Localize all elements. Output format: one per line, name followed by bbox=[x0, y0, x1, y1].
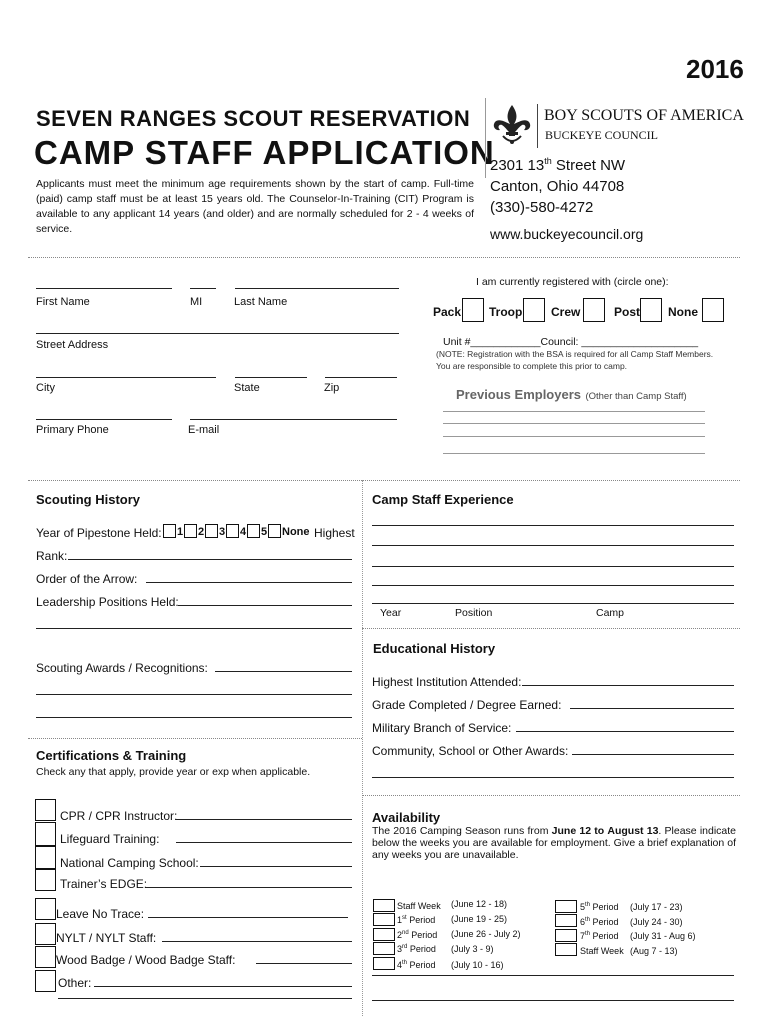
street-field[interactable] bbox=[36, 333, 399, 334]
form-year: 2016 bbox=[686, 54, 744, 84]
oa-field[interactable] bbox=[146, 582, 352, 583]
last-name-field[interactable] bbox=[235, 288, 399, 289]
week-p3-dates: (July 3 - 9) bbox=[451, 944, 494, 954]
reg-option-troop[interactable]: Troop bbox=[489, 305, 523, 319]
week-p1-checkbox[interactable] bbox=[373, 913, 395, 926]
week-staff1-checkbox[interactable] bbox=[373, 899, 395, 912]
week-p4-rest: Period bbox=[407, 960, 436, 970]
season-end: August 13 bbox=[607, 825, 659, 837]
week-p1-rest: Period bbox=[406, 915, 436, 925]
week-p7-label bbox=[580, 931, 619, 941]
other-field[interactable] bbox=[94, 986, 352, 987]
lnt-checkbox[interactable] bbox=[35, 898, 56, 920]
awards-field-2[interactable] bbox=[36, 694, 352, 695]
mi-field[interactable] bbox=[190, 288, 216, 289]
week-p3-sup: rd bbox=[402, 944, 408, 950]
nylt-label: NYLT / NYLT Staff: bbox=[56, 931, 157, 945]
email-label: E-mail bbox=[188, 424, 220, 436]
awards-field-3[interactable] bbox=[36, 717, 352, 718]
oa-label: Order of the Arrow: bbox=[36, 572, 138, 586]
week-p2-rest: Period bbox=[408, 930, 438, 940]
pipestone-1-label: 1 bbox=[177, 526, 184, 538]
pipestone-2-checkbox[interactable] bbox=[184, 524, 197, 538]
week-p6-label bbox=[580, 917, 619, 927]
org-street bbox=[490, 156, 625, 174]
reg-none-checkbox[interactable] bbox=[702, 298, 724, 322]
week-p6-checkbox[interactable] bbox=[555, 914, 577, 927]
camp-exp-line-3[interactable] bbox=[372, 566, 734, 567]
week-p5-label bbox=[580, 902, 619, 912]
week-p2-num: 2 bbox=[397, 930, 403, 940]
week-p1-dates: (June 19 - 25) bbox=[451, 914, 508, 924]
week-p6-num: 6 bbox=[580, 917, 586, 927]
woodbadge-field[interactable] bbox=[256, 963, 352, 964]
availability-separator bbox=[362, 795, 740, 796]
camp-exp-line-4[interactable] bbox=[372, 585, 734, 586]
week-p4-num: 4 bbox=[397, 960, 403, 970]
reg-crew-checkbox[interactable] bbox=[583, 298, 605, 322]
mi-label: MI bbox=[190, 296, 203, 308]
week-p6-dates: (July 24 - 30) bbox=[630, 917, 683, 927]
week-p5-checkbox[interactable] bbox=[555, 900, 577, 913]
certs-separator bbox=[28, 738, 362, 739]
availability-notes-2[interactable] bbox=[372, 1000, 734, 1001]
rank-label: Rank: bbox=[36, 549, 68, 563]
lnt-label: Leave No Trace: bbox=[56, 907, 145, 921]
week-p1-sup: st bbox=[402, 915, 407, 921]
pipestone-none-label: None bbox=[282, 526, 310, 538]
week-p3-label bbox=[397, 944, 436, 954]
edge-label: Trainer’s EDGE: bbox=[60, 877, 148, 891]
section-separator bbox=[28, 480, 740, 481]
reg-option-none[interactable]: None bbox=[668, 305, 698, 319]
week-p2-dates: (June 26 - July 2) bbox=[451, 929, 521, 939]
other-label: Other: bbox=[58, 976, 92, 990]
state-field[interactable] bbox=[235, 377, 307, 378]
certs-subtitle: Check any that apply, provide year or exp when applicable. bbox=[36, 766, 311, 778]
education-title: Educational History bbox=[373, 641, 496, 656]
edge-checkbox[interactable] bbox=[35, 869, 56, 891]
ncs-checkbox[interactable] bbox=[35, 846, 56, 869]
street-suffix: th bbox=[544, 156, 552, 166]
week-p7-dates: (July 31 - Aug 6) bbox=[630, 931, 696, 941]
week-p6-rest: Period bbox=[590, 917, 619, 927]
reg-pack-checkbox[interactable] bbox=[462, 298, 484, 322]
rank-field[interactable] bbox=[68, 559, 352, 560]
street-label: Street Address bbox=[36, 339, 109, 351]
employer-line-2[interactable] bbox=[443, 423, 705, 424]
week-p4-sup: th bbox=[402, 960, 408, 966]
institution-label: Highest Institution Attended: bbox=[372, 675, 522, 689]
pipestone-5-checkbox[interactable] bbox=[247, 524, 260, 538]
week-p3-num: 3 bbox=[397, 944, 403, 954]
phone-label: Primary Phone bbox=[36, 424, 109, 436]
pipestone-1-checkbox[interactable] bbox=[163, 524, 176, 538]
reg-option-crew[interactable]: Crew bbox=[551, 305, 581, 319]
nylt-checkbox[interactable] bbox=[35, 923, 56, 945]
week-staff2-dates: (Aug 7 - 13) bbox=[630, 946, 678, 956]
military-field[interactable] bbox=[516, 731, 734, 732]
council-name: BUCKEYE COUNCIL bbox=[545, 128, 658, 142]
org-website[interactable]: www.buckeyecouncil.org bbox=[490, 226, 644, 242]
other-field-2[interactable] bbox=[58, 998, 352, 999]
week-p3-checkbox[interactable] bbox=[373, 942, 395, 955]
week-p7-num: 7 bbox=[580, 931, 586, 941]
org-name: BOY SCOUTS OF AMERICA bbox=[544, 107, 744, 124]
ncs-field[interactable] bbox=[200, 866, 352, 867]
week-staff2-label: Staff Week bbox=[580, 946, 624, 956]
grade-field[interactable] bbox=[570, 708, 734, 709]
week-p7-sup: th bbox=[585, 931, 591, 937]
pipestone-4-checkbox[interactable] bbox=[226, 524, 239, 538]
employer-line-1[interactable] bbox=[443, 411, 705, 412]
week-p1-num: 1 bbox=[397, 915, 403, 925]
cpr-field[interactable] bbox=[176, 819, 352, 820]
leadership-field-2[interactable] bbox=[36, 628, 352, 629]
employers-subtitle: (Other than Camp Staff) bbox=[585, 391, 687, 402]
week-p2-checkbox[interactable] bbox=[373, 928, 395, 941]
employer-line-4[interactable] bbox=[443, 453, 705, 454]
cpr-checkbox[interactable] bbox=[35, 799, 56, 821]
lifeguard-label: Lifeguard Training: bbox=[60, 832, 160, 846]
reg-option-post[interactable]: Post bbox=[614, 305, 641, 319]
community-awards-label: Community, School or Other Awards: bbox=[372, 744, 569, 758]
zip-field[interactable] bbox=[325, 377, 397, 378]
week-p5-rest: Period bbox=[590, 902, 619, 912]
week-p4-dates: (July 10 - 16) bbox=[451, 960, 504, 970]
org-phone: (330)-580-4272 bbox=[490, 199, 594, 216]
header-separator bbox=[28, 257, 740, 258]
pipestone-highest: Highest bbox=[314, 526, 355, 540]
week-p5-dates: (July 17 - 23) bbox=[630, 902, 683, 912]
city-label: City bbox=[36, 382, 55, 394]
first-name-field[interactable] bbox=[36, 288, 172, 289]
availability-text-1: The 2016 Camping Season runs from bbox=[372, 825, 549, 837]
camp-exp-line-2[interactable] bbox=[372, 545, 734, 546]
pipestone-none-checkbox[interactable] bbox=[268, 524, 281, 538]
community-awards-field-2[interactable] bbox=[372, 777, 734, 778]
week-p5-sup: th bbox=[585, 902, 591, 908]
city-field[interactable] bbox=[36, 377, 216, 378]
last-name-label: Last Name bbox=[234, 296, 288, 308]
lifeguard-field[interactable] bbox=[176, 842, 352, 843]
week-staff1-dates: (June 12 - 18) bbox=[451, 899, 508, 909]
street-number: 2301 13 bbox=[490, 157, 545, 174]
availability-text bbox=[372, 825, 736, 861]
camp-exp-line-5[interactable] bbox=[372, 603, 734, 604]
pipestone-4-label: 4 bbox=[240, 526, 247, 538]
availability-text-2: . Please indicate below the weeks you are available for employment. Give a brief explanation of any weeks you are unavailable. bbox=[372, 825, 737, 861]
woodbadge-label: Wood Badge / Wood Badge Staff: bbox=[56, 953, 236, 967]
col-position: Position bbox=[455, 607, 493, 619]
cpr-label: CPR / CPR Instructor: bbox=[60, 809, 178, 823]
camp-exp-line-1[interactable] bbox=[372, 525, 734, 526]
week-p7-rest: Period bbox=[590, 931, 619, 941]
reg-option-pack[interactable]: Pack bbox=[433, 305, 462, 319]
pipestone-5-label: 5 bbox=[261, 526, 268, 538]
week-p4-checkbox[interactable] bbox=[373, 957, 395, 970]
col-year: Year bbox=[380, 607, 402, 619]
ncs-label: National Camping School: bbox=[60, 856, 199, 870]
week-staff1-label: Staff Week bbox=[397, 901, 441, 911]
logo-divider bbox=[537, 104, 538, 148]
week-p2-sup: nd bbox=[402, 930, 409, 936]
edge-field[interactable] bbox=[146, 887, 352, 888]
availability-notes-1[interactable] bbox=[372, 975, 734, 976]
awards-label: Scouting Awards / Recognitions: bbox=[36, 661, 208, 675]
employers-title-text: Previous Employers bbox=[456, 387, 581, 402]
camp-exp-title: Camp Staff Experience bbox=[372, 492, 514, 507]
pipestone-2-label: 2 bbox=[198, 526, 205, 538]
unit-council-field[interactable]: Unit #____________Council: ____________________ bbox=[443, 336, 699, 348]
street-name: Street NW bbox=[551, 157, 626, 174]
pipestone-3-label: 3 bbox=[219, 526, 226, 538]
season-start: June 12 bbox=[551, 825, 592, 837]
registration-prompt: I am currently registered with (circle one): bbox=[476, 276, 669, 288]
reg-troop-checkbox[interactable] bbox=[523, 298, 545, 322]
woodbadge-checkbox[interactable] bbox=[35, 946, 56, 968]
availability-title: Availability bbox=[372, 810, 441, 825]
bsa-fleur-de-lis-logo bbox=[489, 102, 535, 152]
education-separator bbox=[362, 628, 740, 629]
state-label: State bbox=[234, 382, 260, 394]
lifeguard-checkbox[interactable] bbox=[35, 822, 56, 846]
employer-line-3[interactable] bbox=[443, 436, 705, 437]
week-p5-num: 5 bbox=[580, 902, 586, 912]
column-divider bbox=[362, 480, 363, 1016]
first-name-label: First Name bbox=[36, 296, 90, 308]
certs-title: Certifications & Training bbox=[36, 748, 187, 763]
header-divider bbox=[485, 98, 486, 178]
community-awards-field[interactable] bbox=[572, 754, 734, 755]
col-camp: Camp bbox=[596, 607, 625, 619]
military-label: Military Branch of Service: bbox=[372, 721, 512, 735]
week-p7-checkbox[interactable] bbox=[555, 929, 577, 942]
other-checkbox[interactable] bbox=[35, 970, 56, 992]
registration-note: (NOTE: Registration with the BSA is required for all Camp Staff Members. You are responsible to complete this prior to camp. bbox=[436, 349, 714, 371]
pipestone-3-checkbox[interactable] bbox=[205, 524, 218, 538]
leadership-field[interactable] bbox=[178, 605, 352, 606]
reservation-name: SEVEN RANGES SCOUT RESERVATION bbox=[36, 106, 471, 131]
season-to: to bbox=[594, 825, 605, 837]
week-p3-rest: Period bbox=[407, 944, 436, 954]
scouting-history-title: Scouting History bbox=[36, 492, 141, 507]
week-p6-sup: th bbox=[585, 917, 591, 923]
lnt-field[interactable] bbox=[148, 917, 348, 918]
awards-field[interactable] bbox=[215, 671, 352, 672]
institution-field[interactable] bbox=[522, 685, 734, 686]
leadership-label: Leadership Positions Held: bbox=[36, 595, 179, 609]
email-field[interactable] bbox=[190, 419, 397, 420]
week-p4-label bbox=[397, 960, 436, 970]
week-staff2-checkbox[interactable] bbox=[555, 943, 577, 956]
intro-text: Applicants must meet the minimum age requirements shown by the start of camp. Full-time (paid) camp staff must be at least 15 years old. The Counselor-In-Training (CIT) Program is available to any applicant 14 years (and older) and are normally scheduled for 2 - 4 weeks of service. bbox=[36, 178, 474, 235]
reg-post-checkbox[interactable] bbox=[640, 298, 662, 322]
employers-title bbox=[456, 386, 687, 404]
phone-field[interactable] bbox=[36, 419, 172, 420]
week-p1-label bbox=[397, 915, 435, 925]
grade-label: Grade Completed / Degree Earned: bbox=[372, 698, 562, 712]
week-p2-label bbox=[397, 930, 437, 940]
pipestone-label: Year of Pipestone Held: bbox=[36, 526, 162, 540]
org-city: Canton, Ohio 44708 bbox=[490, 178, 625, 195]
page-title: CAMP STAFF APPLICATION bbox=[34, 134, 495, 171]
nylt-field[interactable] bbox=[162, 941, 352, 942]
zip-label: Zip bbox=[324, 382, 340, 394]
